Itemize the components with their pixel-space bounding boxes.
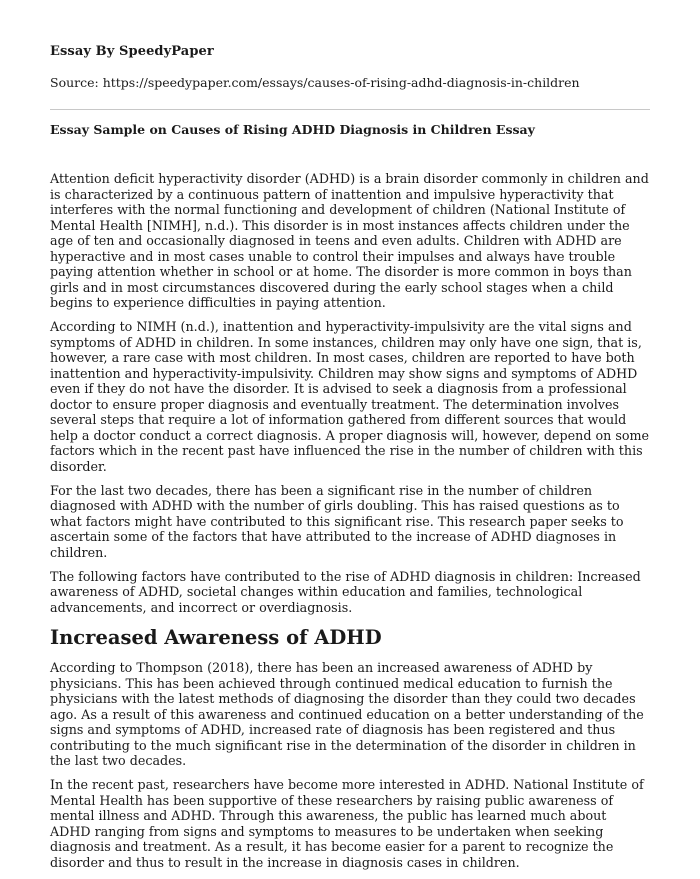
paragraph: For the last two decades, there has been a significant rise in the number of children diagnosed with ADHD with the number of girls doubling. This has raised questions as to what factors might have contributed to this significant rise. This research paper seeks to ascertain some of the factors that have attributed to the increase of ADHD diagnoses in children. xyxy=(50,482,624,560)
paragraph: In the recent past, researchers have become more interested in ADHD. National Institute of Mental Health has been supportive of these researchers by raising public awareness of mental illness and ADHD. Through this awareness, the public has learned much about ADHD ranging from signs and symptoms to measures to be undertaken when seeking diagnosis and treatment. As a result, it has become easier for a parent to recognize the disorder and thus to result in the increase in diagnosis cases in children. xyxy=(50,777,644,870)
essay-body xyxy=(50,171,650,879)
paragraph: Attention deficit hyperactivity disorder (ADHD) is a brain disorder commonly in children and is characterized by a continuous pattern of inattention and impulsive hyperactivity that interferes with the normal functioning and development of children (National Institute of Mental Health [NIMH], n.d.). This disorder is in most instances affects children under the age of ten and occasionally diagnosed in teens and even adults. Children with ADHD are hyperactive and in most cases unable to control their impulses and always have trouble paying attention whether in school or at home. The disorder is more common in boys than girls and in most circumstances discovered during the early school stages when a child begins to experience difficulties in paying attention. xyxy=(50,171,649,310)
paragraph: The following factors have contributed to the rise of ADHD diagnosis in children: Increased awareness of ADHD, societal changes within education and families, technological advancements, and incorrect or overdiagnosis. xyxy=(50,568,641,615)
paragraph: According to NIMH (n.d.), inattention and hyperactivity-impulsivity are the vital signs and symptoms of ADHD in children. In some instances, children may only have one sign, that is, however, a rare case with most children. In most cases, children are reported to have both inattention and hyperactivity-impulsivity. Children may show signs and symptoms of ADHD even if they do not have the disorder. It is advised to seek a diagnosis from a professional doctor to ensure proper diagnosis and eventually treatment. The determination involves several steps that require a lot of information gathered from different sources that would help a doctor conduct a correct diagnosis. A proper diagnosis will, however, depend on some factors which in the recent past have influenced the rise in the number of children with this disorder. xyxy=(50,319,650,474)
paragraph: According to Thompson (2018), there has been an increased awareness of ADHD by physicians. This has been achieved through continued medical education to furnish the physicians with the latest methods of diagnosing the disorder than they could two decades ago. As a result of this awareness and continued education on a better understanding of the signs and symptoms of ADHD, increased rate of diagnosis has been registered and thus contributing to the much significant rise in the determination of the disorder in children in the last two decades. xyxy=(50,660,644,768)
source-line: Source: https://speedypaper.com/essays/causes-of-rising-adhd-diagnosis-in-children xyxy=(50,75,580,90)
brand-title: Essay By SpeedyPaper xyxy=(50,44,214,59)
essay-title: Essay Sample on Causes of Rising ADHD Diagnosis in Children Essay xyxy=(50,122,535,137)
section-heading: Increased Awareness of ADHD xyxy=(50,626,382,649)
divider xyxy=(50,109,650,110)
